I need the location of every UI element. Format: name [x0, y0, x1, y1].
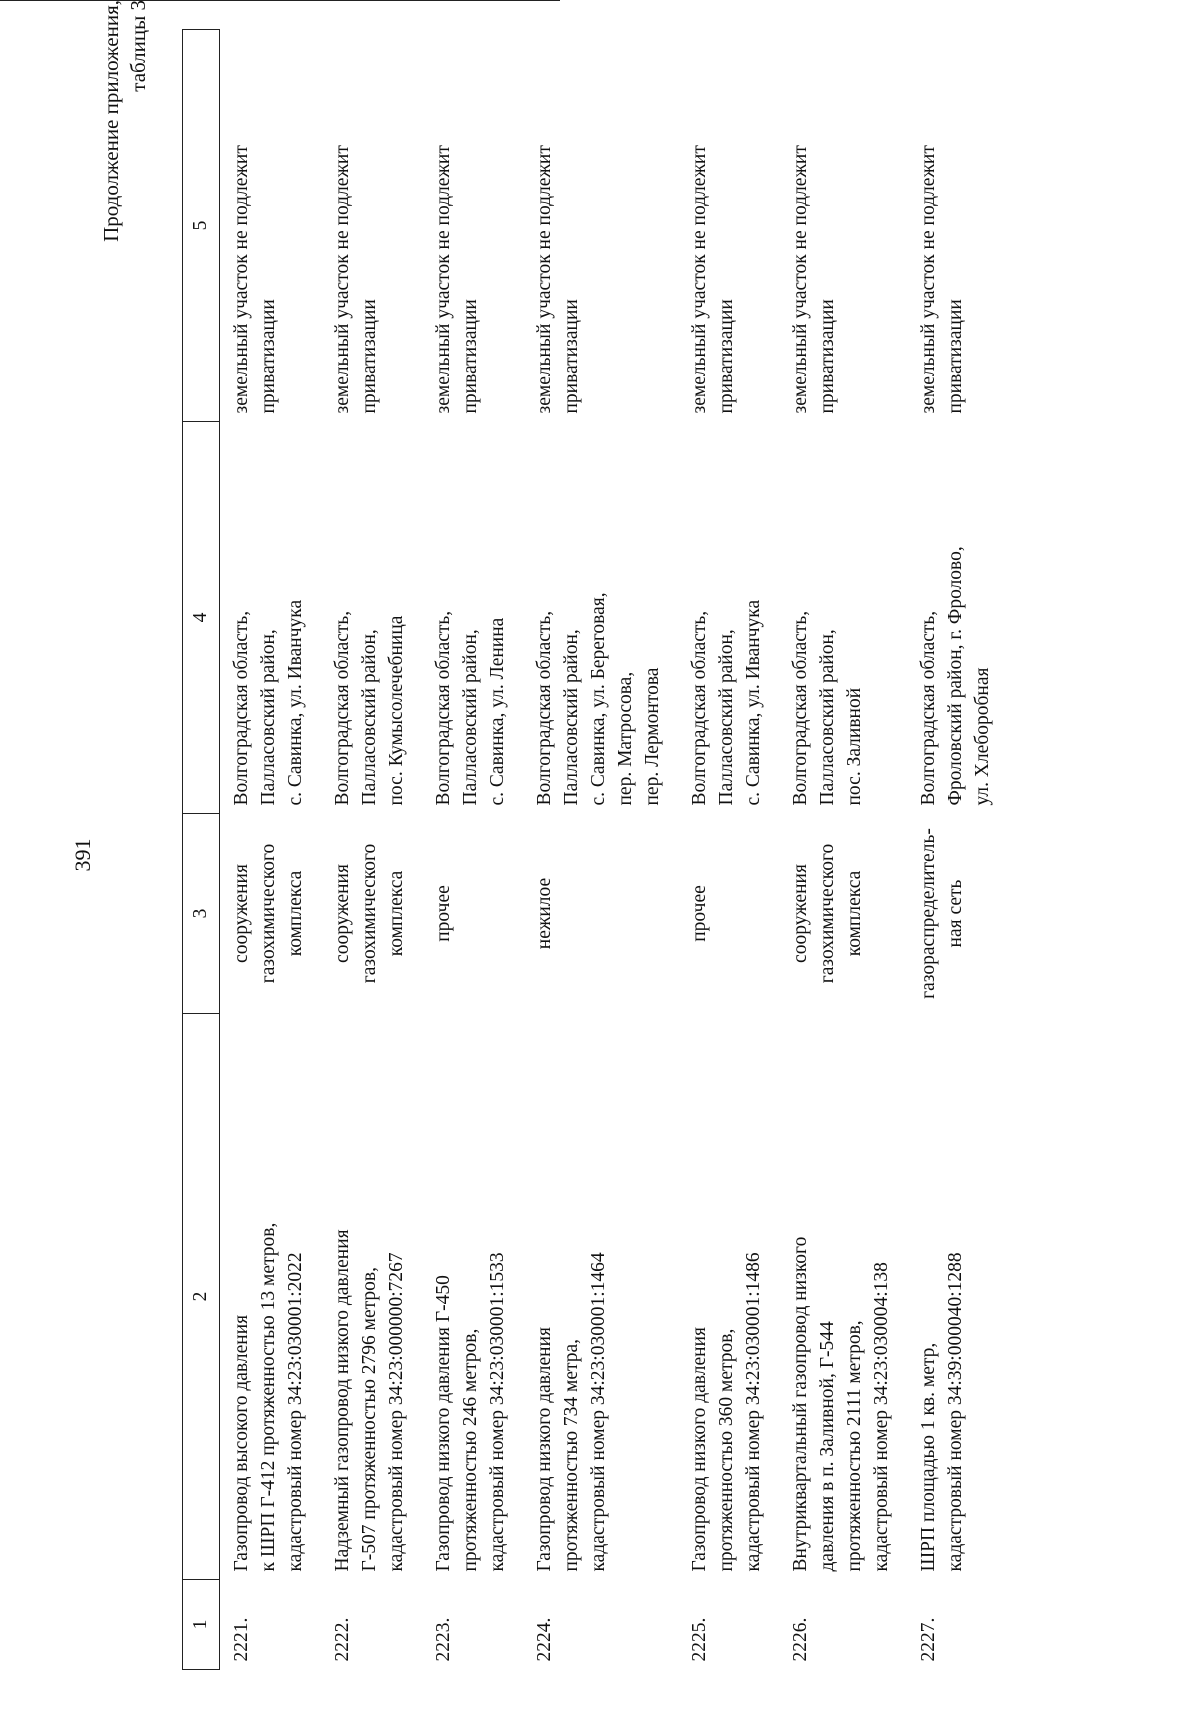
privatization-note-cell	[678, 30, 779, 422]
object-type-line: газохимического	[359, 843, 380, 984]
continuation-line-2: таблицы 3	[126, 0, 150, 92]
object-name-line: к ШРП Г-412 протяженностью 13 метров,	[258, 1222, 279, 1572]
table-row	[523, 30, 678, 1670]
object-address-line: Палласовский район,	[561, 629, 582, 806]
privatization-note-line: приватизации	[359, 299, 380, 414]
row-number-cell: 2221.	[231, 1617, 252, 1662]
column-header-5: 5	[183, 30, 220, 422]
object-type-cell	[321, 814, 422, 1014]
object-type-cell	[422, 814, 523, 1014]
privatization-note-line: приватизации	[716, 299, 737, 414]
row-number-cell: 2222.	[332, 1617, 353, 1662]
object-address-line: Волгоградская область,	[790, 610, 811, 806]
object-type-line: комплекса	[285, 870, 306, 957]
object-type-cell	[678, 814, 779, 1014]
object-type-line: газохимического	[817, 843, 838, 984]
object-name-line: давления в п. Заливной, Г-544	[817, 1321, 838, 1572]
object-address-cell	[321, 422, 422, 814]
object-address-line: Волгоградская область,	[534, 610, 555, 806]
object-address-line: пос. Кумысолечебница	[386, 615, 407, 806]
object-name-line: Газопровод низкого давления	[689, 1327, 710, 1572]
object-address-cell	[907, 422, 1008, 814]
object-name-cell	[220, 1014, 322, 1580]
privatization-note-line: земельный участок не подлежит	[231, 145, 252, 414]
privatization-note-cell	[779, 30, 907, 422]
privatization-note-cell	[422, 30, 523, 422]
object-name-cell	[321, 1014, 422, 1580]
object-address-line: Волгоградская область,	[689, 610, 710, 806]
table-row	[678, 30, 779, 1670]
column-header-3: 3	[183, 814, 220, 1014]
object-type-line: газораспределитель-	[918, 828, 939, 999]
object-type-cell	[220, 814, 322, 1014]
row-number-cell: 2223.	[433, 1617, 454, 1662]
table-body	[220, 30, 1009, 1670]
object-name-line: кадастровый номер 34:39:000040:1288	[945, 1252, 966, 1572]
object-name-line: Газопровод низкого давления	[534, 1327, 555, 1572]
object-name-line: кадастровый номер 34:23:030001:1486	[743, 1252, 764, 1572]
object-address-line: с. Савинка, ул. Иванчука	[743, 599, 764, 806]
object-type-line: комплекса	[844, 870, 865, 957]
privatization-note-line: приватизации	[945, 299, 966, 414]
object-address-line: ул. Хлеборобная	[972, 667, 993, 806]
object-type-cell	[523, 814, 678, 1014]
object-name-cell	[422, 1014, 523, 1580]
object-address-line: пос. Заливной	[844, 687, 865, 806]
object-address-line: Фроловский район, г. Фролово,	[945, 546, 966, 806]
object-address-cell	[779, 422, 907, 814]
privatization-note-line: земельный участок не подлежит	[689, 145, 710, 414]
object-name-line: Внутриквартальный газопровод низкого	[790, 1236, 811, 1572]
privatization-note-cell	[907, 30, 1008, 422]
object-address-line: с. Савинка, ул. Береговая,	[588, 592, 609, 806]
object-name-line: Надземный газопровод низкого давления	[332, 1229, 353, 1572]
object-address-line: с. Савинка, ул. Ленина	[487, 617, 508, 806]
object-name-cell	[523, 1014, 678, 1580]
object-type-line: сооружения	[332, 864, 353, 963]
privatization-note-line: приватизации	[817, 299, 838, 414]
object-name-line: протяженностью 360 метров,	[716, 1328, 737, 1572]
object-type-line: сооружения	[790, 864, 811, 963]
object-type-cell	[907, 814, 1008, 1014]
privatization-note-line: земельный участок не подлежит	[918, 145, 939, 414]
object-address-line: Палласовский район,	[359, 629, 380, 806]
object-type-line: газохимического	[258, 843, 279, 984]
object-type-line: нежилое	[534, 877, 555, 950]
object-address-line: Палласовский район,	[716, 629, 737, 806]
object-name-line: ШРП площадью 1 кв. метр,	[918, 1342, 939, 1572]
object-address-line: Волгоградская область,	[231, 610, 252, 806]
privatization-note-line: земельный участок не подлежит	[534, 145, 555, 414]
privatization-note-line: приватизации	[460, 299, 481, 414]
object-type-cell	[779, 814, 907, 1014]
object-name-line: протяженностью 734 метра,	[561, 1338, 582, 1572]
continuation-line-1: Продолжение приложения,	[99, 0, 123, 242]
table-row	[220, 30, 322, 1670]
object-address-line: Волгоградская область,	[332, 610, 353, 806]
privatization-note-line: земельный участок не подлежит	[433, 145, 454, 414]
object-name-line: Газопровод низкого давления Г-450	[433, 1275, 454, 1572]
object-name-line: кадастровый номер 34:23:030001:2022	[285, 1252, 306, 1572]
object-address-line: с. Савинка, ул. Иванчука	[285, 599, 306, 806]
object-address-line: Палласовский район,	[817, 629, 838, 806]
object-name-line: кадастровый номер 34:23:030004:138	[871, 1262, 892, 1572]
row-number-cell: 2227.	[918, 1617, 939, 1662]
object-name-line: кадастровый номер 34:23:030001:1533	[487, 1252, 508, 1572]
privatization-note-cell	[220, 30, 322, 422]
object-address-line: Палласовский район,	[258, 629, 279, 806]
object-address-cell	[523, 422, 678, 814]
object-name-line: кадастровый номер 34:23:030001:1464	[588, 1252, 609, 1572]
table-row	[321, 30, 422, 1670]
column-header-1: 1	[183, 1580, 220, 1670]
object-type-line: прочее	[433, 885, 454, 942]
object-address-cell	[422, 422, 523, 814]
column-header-4: 4	[183, 422, 220, 814]
object-address-line: Палласовский район,	[460, 629, 481, 806]
row-number-cell: 2225.	[689, 1617, 710, 1662]
object-name-cell	[678, 1014, 779, 1580]
object-address-line: пер. Лермонтова	[642, 667, 663, 806]
object-type-line: комплекса	[386, 870, 407, 957]
row-number-cell: 2224.	[534, 1617, 555, 1662]
object-name-cell	[907, 1014, 1008, 1580]
property-register-table	[182, 29, 1008, 1670]
privatization-note-line: земельный участок не подлежит	[332, 145, 353, 414]
object-address-cell	[678, 422, 779, 814]
object-type-line: ная сеть	[945, 879, 966, 948]
table-row	[422, 30, 523, 1670]
object-name-line: Газопровод высокого давления	[231, 1314, 252, 1572]
privatization-note-line: приватизации	[258, 299, 279, 414]
object-address-cell	[220, 422, 322, 814]
object-type-line: сооружения	[231, 864, 252, 963]
table-header-row	[183, 30, 220, 1670]
object-name-cell	[779, 1014, 907, 1580]
object-name-line: протяженностью 246 метров,	[460, 1328, 481, 1572]
row-number-cell: 2226.	[790, 1617, 811, 1662]
object-name-line: Г-507 протяженностью 2796 метров,	[359, 1266, 380, 1572]
object-name-line: кадастровый номер 34:23:000000:7267	[386, 1252, 407, 1572]
continuation-note	[98, 0, 152, 320]
object-type-line: прочее	[689, 885, 710, 942]
privatization-note-cell	[523, 30, 678, 422]
object-address-line: пер. Матросова,	[615, 671, 636, 806]
object-name-line: протяженностью 2111 метров,	[844, 1320, 865, 1572]
page-number: 391	[70, 838, 95, 872]
table-row	[779, 30, 907, 1670]
column-header-2: 2	[183, 1014, 220, 1580]
privatization-note-line: земельный участок не подлежит	[790, 145, 811, 414]
object-address-line: Волгоградская область,	[918, 610, 939, 806]
privatization-note-cell	[321, 30, 422, 422]
privatization-note-line: приватизации	[561, 299, 582, 414]
table-row	[907, 30, 1008, 1670]
object-address-line: Волгоградская область,	[433, 610, 454, 806]
